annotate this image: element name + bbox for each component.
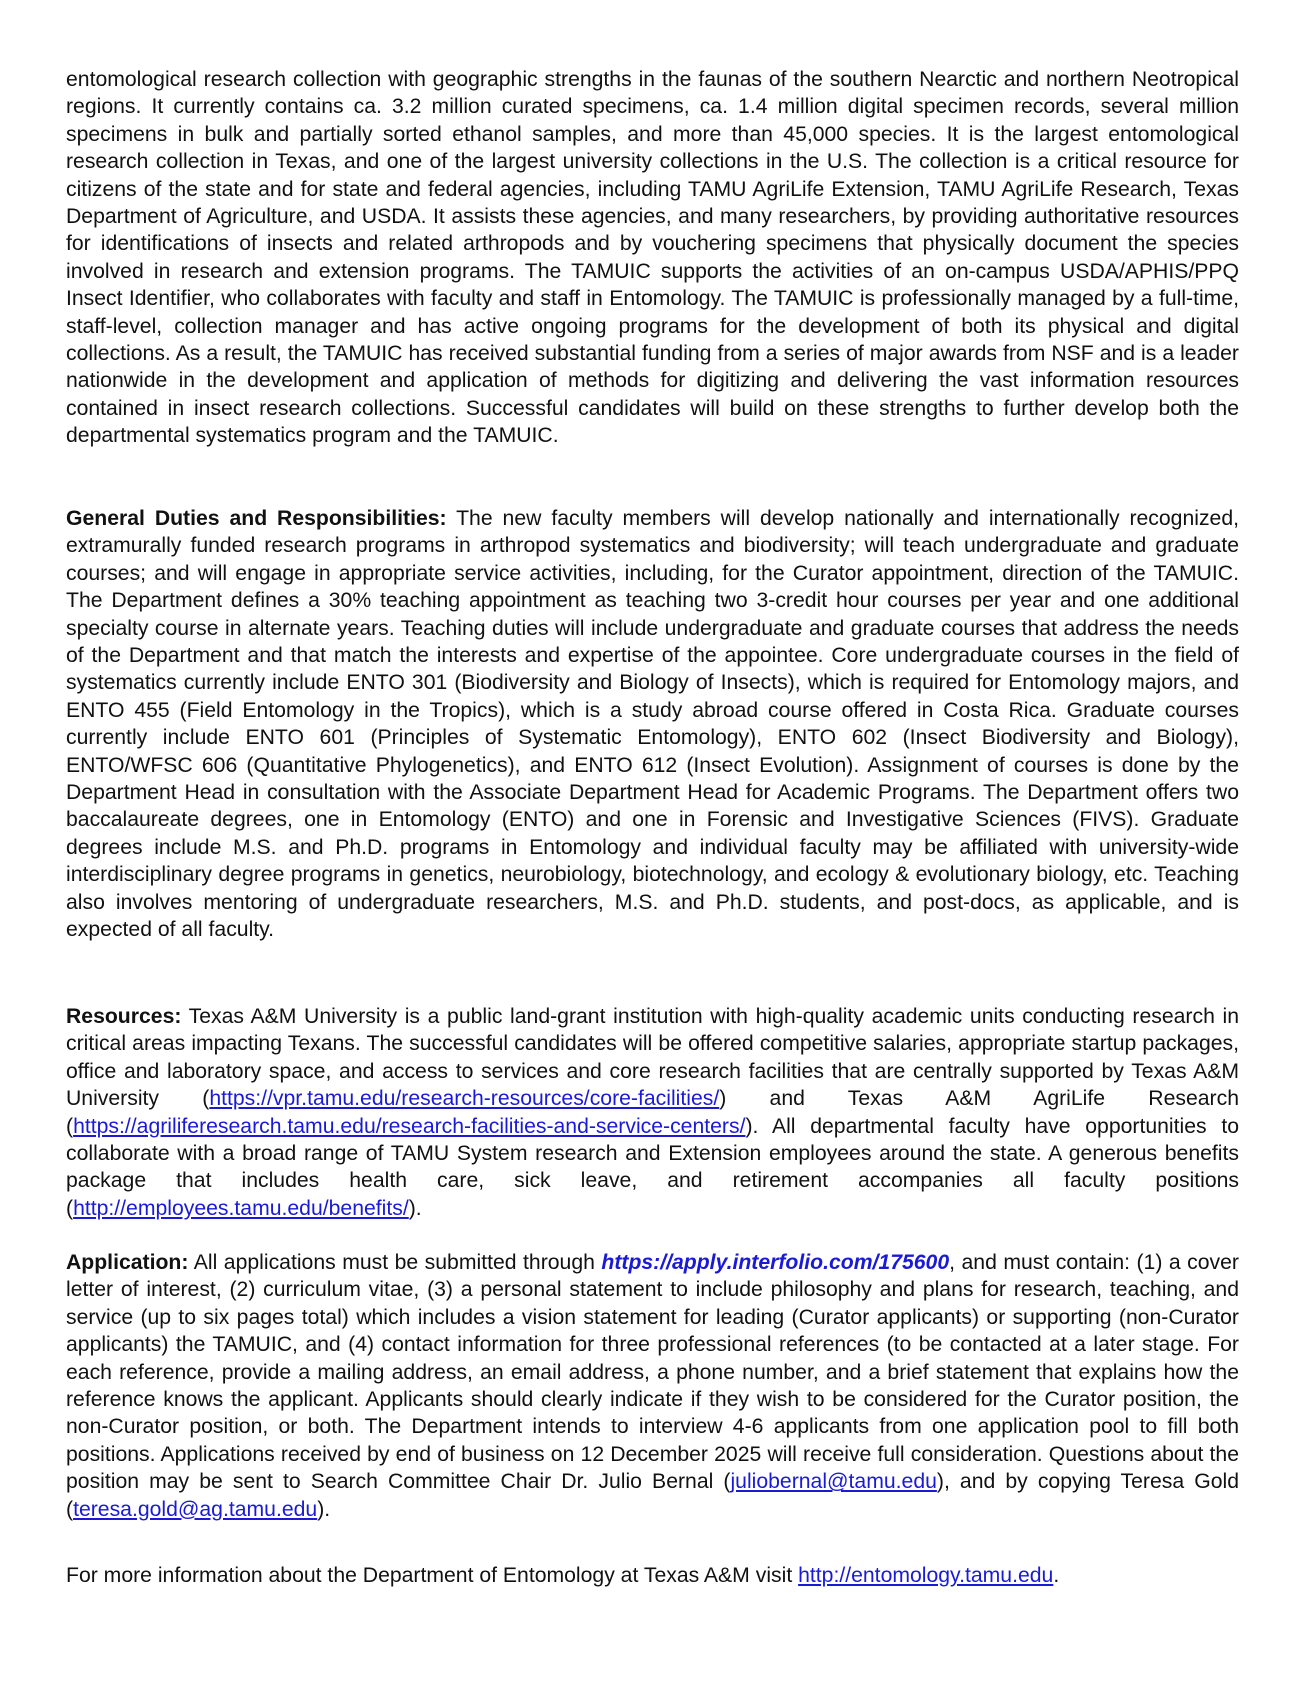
application-heading: Application: <box>66 1251 189 1274</box>
resources-text-1: Texas A&M University is a public land-grant institution with high-quality academic units conducting research in critical areas impacting Texans. The successful candidates will be offered competitive salaries, appropriate startup packages, office and laboratory space, and access to services and core research facilities that are centrally supported by Texas A&M University ( <box>66 1005 1239 1111</box>
paragraph-resources <box>66 1003 1239 1222</box>
core-facilities-link[interactable]: https://vpr.tamu.edu/research-resources/core-facilities/ <box>209 1087 720 1111</box>
gold-email-link[interactable]: teresa.gold@ag.tamu.edu <box>73 1497 318 1521</box>
collection-text: entomological research collection with geographic strengths in the faunas of the southern Nearctic and northern Neotropical regions. It currently contains ca. 3.2 million curated specimens, ca. 1.4 million digital specimen records, several million specimens in bulk and partially sorted ethanol samples, and more than 45,000 species. It is the largest entomological research collection in Texas, and one of the largest university collections in the U.S. The collection is a critical resource for citizens of the state and for state and federal agencies, including TAMU AgriLife Extension, TAMU AgriLife Research, Texas Department of Agriculture, and USDA. It assists these agencies, and many researchers, by providing authoritative resources for identifications of insects and related arthropods and by vouchering specimens that physically document the species involved in research and extension programs. The TAMUIC supports the activities of an on-campus USDA/APHIS/PPQ Insect Identifier, who collaborates with faculty and staff in Entomology. The TAMUIC is professionally managed by a full-time, staff-level, collection manager and has active ongoing programs for the development of both its physical and digital collections. As a result, the TAMUIC has received substantial funding from a series of major awards from NSF and is a leader nationwide in the development and application of methods for digitizing and delivering the vast information resources contained in insect research collections. Successful candidates will build on these strengths to further develop both the departmental systematics program and the TAMUIC. <box>66 68 1239 448</box>
duties-text: The new faculty members will develop nationally and internationally recognized, extramurally funded research programs in arthropod systematics and biodiversity; will teach undergraduate and graduate courses; and will engage in appropriate service activities, including, for the Curator appointment, direction of the TAMUIC. The Department defines a 30% teaching appointment as teaching two 3-credit hour courses per year and one additional specialty course in alternate years. Teaching duties will include undergraduate and graduate courses that address the needs of the Department and that match the interests and expertise of the appointee. Core undergraduate courses in the field of systematics currently include ENTO 301 (Biodiversity and Biology of Insects), which is required for Entomology majors, and ENTO 455 (Field Entomology in the Tropics), which is a study abroad course offered in Costa Rica. Graduate courses currently include ENTO 601 (Principles of Systematic Entomology), ENTO 602 (Insect Biodiversity and Biology), ENTO/WFSC 606 (Quantitative Phylogenetics), and ENTO 612 (Insect Evolution). Assignment of courses is done by the Department Head in consultation with the Associate Department Head for Academic Programs. The Department offers two baccalaureate degrees, one in Entomology (ENTO) and one in Forensic and Investigative Sciences (FIVS). Graduate degrees include M.S. and Ph.D. programs in Entomology and individual faculty may be affiliated with university-wide interdisciplinary degree programs in genetics, neurobiology, biotechnology, and ecology & evolutionary biology, etc. Teaching also involves mentoring of undergraduate researchers, M.S. and Ph.D. students, and post-docs, as applicable, and is expected of all faculty. <box>66 507 1239 942</box>
resources-heading: Resources: <box>66 1005 182 1028</box>
resources-text-2: ) and Texas A&M AgriLife Research ( <box>66 1087 1239 1138</box>
resources-text-3: ). All departmental faculty have opportunities to collaborate with a broad range of TAMU System research and Extension employees around the state. A generous benefits package that includes health care, sick leave, and retirement accompanies all faculty positions ( <box>66 1114 1239 1220</box>
resources-text-4: ). <box>408 1196 422 1220</box>
application-text-3: ), and by copying Teresa Gold ( <box>66 1470 1239 1521</box>
agrilife-facilities-link[interactable]: https://agriliferesearch.tamu.edu/research-facilities-and-service-centers/ <box>73 1114 746 1138</box>
paragraph-more-info <box>66 1562 1239 1589</box>
paragraph-general-duties <box>66 505 1239 944</box>
application-text-4: ). <box>317 1497 331 1521</box>
application-text-2: , and must contain: (1) a cover letter of interest, (2) curriculum vitae, (3) a personal statement to include philosophy and plans for research, teaching, and service (up to six pages total) which includes a vision statement for leading (Curator applicants) or supporting (non-Curator applicants) the TAMUIC, and (4) contact information for three professional references (to be contacted at a later stage. For each reference, provide a mailing address, an email address, a phone number, and a brief statement that explains how the reference knows the applicant. Applicants should clearly indicate if they wish to be considered for the Curator position, the non-Curator position, or both. The Department intends to interview 4-6 applicants from one application pool to fill both positions. Applications received by end of business on 12 December 2025 will receive full consideration. Questions about the position may be sent to Search Committee Chair Dr. Julio Bernal ( <box>66 1251 1239 1494</box>
benefits-link[interactable]: http://employees.tamu.edu/benefits/ <box>73 1196 409 1220</box>
department-website-link[interactable]: http://entomology.tamu.edu <box>798 1564 1054 1587</box>
paragraph-application <box>66 1249 1239 1523</box>
more-info-text-2: . <box>1053 1564 1060 1587</box>
application-text-1: All applications must be submitted through <box>188 1251 602 1274</box>
duties-heading: General Duties and Responsibilities: <box>66 507 447 530</box>
interfolio-apply-link[interactable]: https://apply.interfolio.com/175600 <box>601 1251 950 1274</box>
more-info-text-1: For more information about the Department of Entomology at Texas A&M visit <box>66 1564 799 1587</box>
paragraph-collection-description <box>66 66 1239 450</box>
chair-email-link[interactable]: juliobernal@tamu.edu <box>730 1470 937 1494</box>
